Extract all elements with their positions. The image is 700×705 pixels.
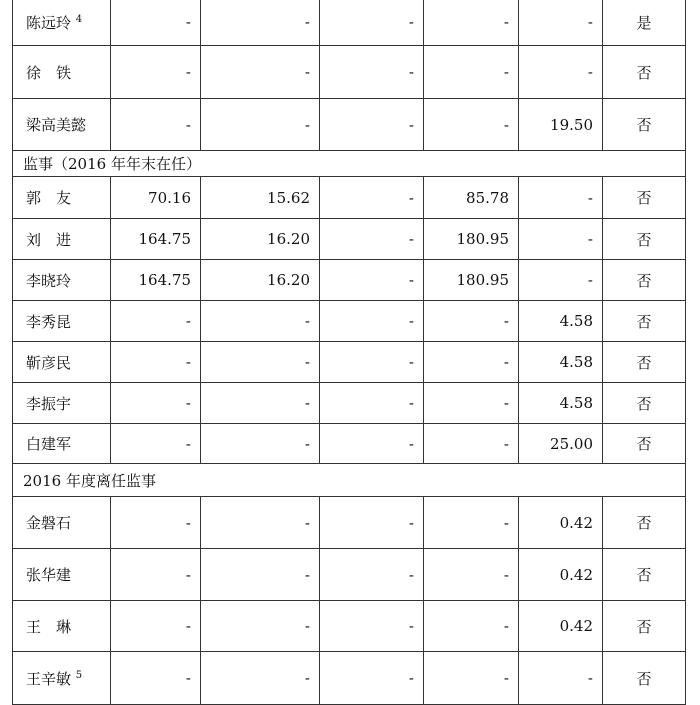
person-name-cell bbox=[13, 383, 111, 424]
value-cell: - bbox=[111, 301, 201, 342]
person-name: 李振宇 bbox=[26, 394, 72, 413]
value-cell: 180.95 bbox=[424, 260, 519, 301]
person-name-cell bbox=[13, 99, 111, 151]
person-name: 刘 进 bbox=[26, 230, 72, 249]
value-cell: - bbox=[111, 549, 201, 601]
table-row bbox=[13, 99, 686, 151]
table-row bbox=[13, 424, 686, 464]
value-cell: - bbox=[201, 549, 320, 601]
person-name-cell bbox=[13, 424, 111, 464]
value-cell: - bbox=[320, 46, 424, 99]
value-cell: - bbox=[519, 260, 603, 301]
value-cell: - bbox=[424, 99, 519, 151]
value-cell: 164.75 bbox=[111, 260, 201, 301]
value-cell: - bbox=[320, 301, 424, 342]
table-row bbox=[13, 497, 686, 549]
person-name-cell bbox=[13, 46, 111, 99]
person-name-cell bbox=[13, 260, 111, 301]
value-cell: - bbox=[320, 383, 424, 424]
person-name: 白建军 bbox=[26, 435, 72, 453]
table-body bbox=[13, 0, 686, 705]
person-name: 郭 友 bbox=[26, 189, 72, 207]
value-cell: - bbox=[320, 260, 424, 301]
value-cell: - bbox=[201, 383, 320, 424]
section-header-row bbox=[13, 151, 686, 177]
related-party-flag-cell: 否 bbox=[603, 342, 686, 383]
value-cell: - bbox=[111, 652, 201, 705]
value-cell: - bbox=[320, 424, 424, 464]
value-cell: - bbox=[320, 177, 424, 219]
value-cell: - bbox=[111, 0, 201, 46]
section-title: 2016 年度离任监事 bbox=[13, 464, 686, 497]
table-row bbox=[13, 177, 686, 219]
person-name: 徐 铁 bbox=[26, 63, 72, 82]
value-cell: - bbox=[424, 46, 519, 99]
value-cell: 180.95 bbox=[424, 219, 519, 260]
value-cell: 85.78 bbox=[424, 177, 519, 219]
person-name-cell bbox=[13, 301, 111, 342]
value-cell: - bbox=[519, 177, 603, 219]
value-cell: - bbox=[320, 601, 424, 652]
value-cell: 4.58 bbox=[519, 301, 603, 342]
person-name-cell bbox=[13, 549, 111, 601]
related-party-flag-cell: 否 bbox=[603, 383, 686, 424]
person-name-cell bbox=[13, 342, 111, 383]
value-cell: - bbox=[519, 652, 603, 705]
value-cell: - bbox=[111, 383, 201, 424]
section-header-row bbox=[13, 464, 686, 497]
value-cell: - bbox=[424, 601, 519, 652]
value-cell: - bbox=[424, 342, 519, 383]
value-cell: - bbox=[424, 652, 519, 705]
value-cell: - bbox=[201, 601, 320, 652]
value-cell: - bbox=[320, 0, 424, 46]
value-cell: - bbox=[320, 342, 424, 383]
value-cell: - bbox=[201, 99, 320, 151]
value-cell: 15.62 bbox=[201, 177, 320, 219]
remuneration-table bbox=[12, 0, 686, 705]
related-party-flag-cell: 否 bbox=[603, 424, 686, 464]
person-name: 李晓玲 bbox=[26, 271, 72, 290]
footnote-marker: 5 bbox=[75, 669, 83, 681]
person-name: 陈远玲 bbox=[26, 13, 72, 32]
value-cell: 0.42 bbox=[519, 497, 603, 549]
person-name-cell bbox=[13, 0, 111, 46]
value-cell: - bbox=[201, 497, 320, 549]
value-cell: 4.58 bbox=[519, 383, 603, 424]
value-cell: - bbox=[201, 46, 320, 99]
value-cell: - bbox=[111, 497, 201, 549]
value-cell: 19.50 bbox=[519, 99, 603, 151]
value-cell: - bbox=[519, 46, 603, 99]
person-name: 王辛敏 bbox=[26, 669, 72, 688]
value-cell: - bbox=[201, 0, 320, 46]
related-party-flag-cell: 是 bbox=[603, 0, 686, 46]
value-cell: 0.42 bbox=[519, 601, 603, 652]
value-cell: - bbox=[201, 424, 320, 464]
footnote-marker: 4 bbox=[75, 13, 83, 25]
related-party-flag-cell: 否 bbox=[603, 549, 686, 601]
value-cell: - bbox=[111, 424, 201, 464]
value-cell: - bbox=[424, 424, 519, 464]
value-cell: 16.20 bbox=[201, 219, 320, 260]
value-cell: 164.75 bbox=[111, 219, 201, 260]
related-party-flag-cell: 否 bbox=[603, 601, 686, 652]
table-row bbox=[13, 342, 686, 383]
person-name: 梁高美懿 bbox=[26, 116, 87, 134]
table-row bbox=[13, 549, 686, 601]
person-name: 靳彦民 bbox=[26, 353, 72, 372]
related-party-flag-cell: 否 bbox=[603, 46, 686, 99]
related-party-flag-cell: 否 bbox=[603, 301, 686, 342]
value-cell: - bbox=[424, 497, 519, 549]
value-cell: - bbox=[424, 383, 519, 424]
value-cell: - bbox=[320, 219, 424, 260]
value-cell: - bbox=[320, 497, 424, 549]
value-cell: - bbox=[519, 219, 603, 260]
value-cell: - bbox=[424, 301, 519, 342]
person-name-cell bbox=[13, 652, 111, 705]
value-cell: - bbox=[320, 549, 424, 601]
value-cell: - bbox=[201, 652, 320, 705]
value-cell: - bbox=[201, 342, 320, 383]
person-name-cell bbox=[13, 601, 111, 652]
person-name: 张华建 bbox=[26, 566, 72, 584]
person-name: 王 琳 bbox=[26, 617, 72, 636]
value-cell: - bbox=[519, 0, 603, 46]
section-title: 监事（2016 年年末在任） bbox=[13, 151, 686, 177]
value-cell: 0.42 bbox=[519, 549, 603, 601]
value-cell: 16.20 bbox=[201, 260, 320, 301]
related-party-flag-cell: 否 bbox=[603, 219, 686, 260]
table-row bbox=[13, 652, 686, 705]
table-row bbox=[13, 383, 686, 424]
value-cell: 70.16 bbox=[111, 177, 201, 219]
person-name: 李秀昆 bbox=[26, 312, 72, 331]
related-party-flag-cell: 否 bbox=[603, 497, 686, 549]
table-row bbox=[13, 46, 686, 99]
table-row bbox=[13, 0, 686, 46]
value-cell: - bbox=[320, 652, 424, 705]
table-row bbox=[13, 260, 686, 301]
related-party-flag-cell: 否 bbox=[603, 99, 686, 151]
value-cell: - bbox=[111, 342, 201, 383]
related-party-flag-cell: 否 bbox=[603, 652, 686, 705]
value-cell: 4.58 bbox=[519, 342, 603, 383]
related-party-flag-cell: 否 bbox=[603, 260, 686, 301]
person-name-cell bbox=[13, 177, 111, 219]
value-cell: - bbox=[201, 301, 320, 342]
value-cell: - bbox=[424, 0, 519, 46]
person-name-cell bbox=[13, 219, 111, 260]
value-cell: 25.00 bbox=[519, 424, 603, 464]
table-row bbox=[13, 601, 686, 652]
value-cell: - bbox=[111, 46, 201, 99]
table-row bbox=[13, 219, 686, 260]
person-name: 金磐石 bbox=[26, 514, 72, 532]
table-row bbox=[13, 301, 686, 342]
value-cell: - bbox=[111, 601, 201, 652]
value-cell: - bbox=[111, 99, 201, 151]
person-name-cell bbox=[13, 497, 111, 549]
related-party-flag-cell: 否 bbox=[603, 177, 686, 219]
value-cell: - bbox=[320, 99, 424, 151]
value-cell: - bbox=[424, 549, 519, 601]
